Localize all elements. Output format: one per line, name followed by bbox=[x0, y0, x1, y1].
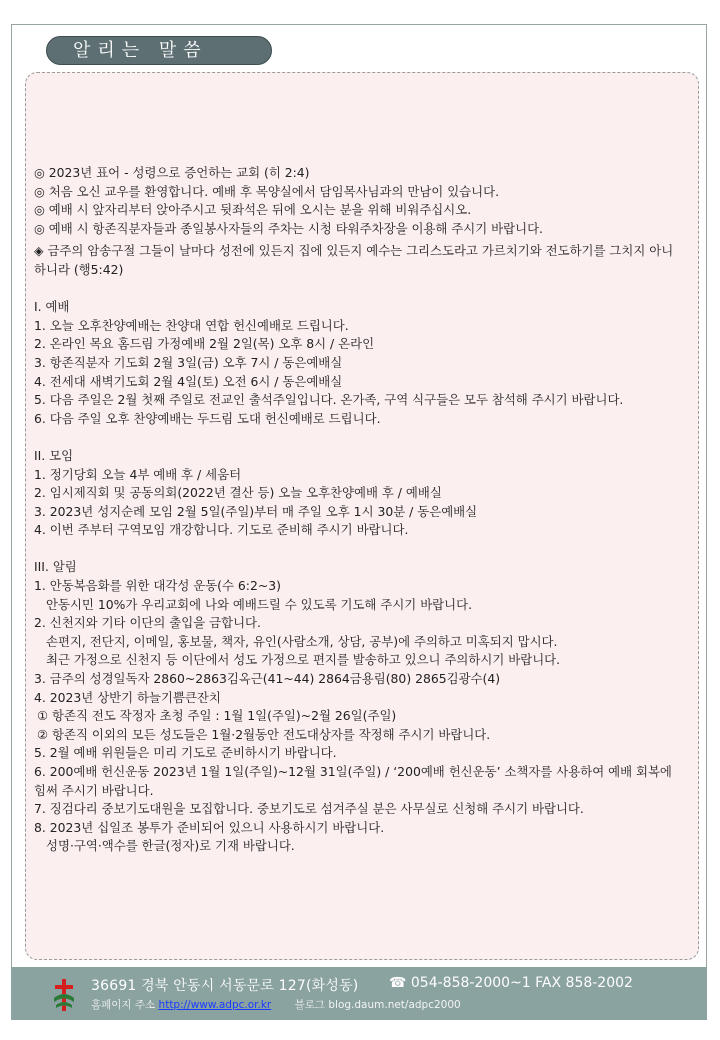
list-item-detail: 최근 가정으로 신천지 등 이단에서 성도 가정으로 편지를 발송하고 있으니 주의하시기 바랍니다. bbox=[46, 652, 561, 668]
list-item: 4. 이번 주부터 구역모임 개강합니다. 기도로 준비해 주시기 바랍니다. bbox=[34, 522, 409, 538]
list-item-detail: 성명·구역·액수를 한글(정자)로 기재 바랍니다. bbox=[46, 838, 295, 854]
section-title-notice: III. 알림 bbox=[34, 559, 77, 575]
section-title-worship: I. 예배 bbox=[34, 299, 70, 315]
list-item: 2. 온라인 목요 홈드림 가정예배 2월 2일(목) 오후 8시 / 온라인 bbox=[34, 336, 375, 352]
list-item: 3. 2023년 성지순례 모임 2월 5일(주일)부터 매 주일 오후 1시 30분 / 동은예배실 bbox=[34, 503, 478, 519]
intro-line: ◎ 예배 시 앞자리부터 앉아주시고 뒷좌석은 뒤에 오시는 분을 위해 비워주십시오. bbox=[34, 202, 472, 218]
page-title: 알리는 말씀 bbox=[46, 36, 272, 65]
blog-address: 블로그 blog.daum.net/adpc2000 bbox=[294, 999, 461, 1011]
list-item: 4. 전세대 새벽기도회 2월 4일(토) 오전 6시 / 동은예배실 bbox=[34, 373, 343, 389]
homepage-label: 홈페이지 주소 bbox=[91, 999, 156, 1011]
footer-phone: ☎ 054-858-2000~1 FAX 858-2002 bbox=[389, 975, 633, 991]
list-item-detail: 안동시민 10%가 우리교회에 나와 예배드릴 수 있도록 기도해 주시기 바랍니다. bbox=[46, 596, 473, 612]
announcement-content bbox=[34, 164, 684, 856]
list-item-detail: ① 항존직 전도 작정자 초청 주일 : 1월 1일(주일)~2월 26일(주일) bbox=[37, 708, 397, 724]
list-item: 4. 2023년 상반기 하늘기쁨큰잔치 bbox=[34, 689, 221, 705]
memory-verse: ◈ 금주의 암송구절 그들이 날마다 성전에 있든지 집에 있든지 예수는 그리스도라고 가르치기와 전도하기를 그치지 아니하니라 (행5:42) bbox=[34, 243, 674, 277]
list-item: 7. 징검다리 중보기도대원을 모집합니다. 중보기도로 섬겨주실 분은 사무실로 신청해 주시기 바랍니다. bbox=[34, 801, 584, 817]
list-item-detail: ② 항존직 이외의 모든 성도들은 1월·2월동안 전도대상자를 작정해 주시기 바랍니다. bbox=[37, 726, 491, 742]
homepage-link[interactable]: http://www.adpc.or.kr bbox=[158, 999, 272, 1011]
list-item: 1. 안동복음화를 위한 대각성 운동(수 6:2~3) bbox=[34, 578, 281, 594]
footer-web bbox=[91, 997, 461, 1012]
list-item-detail: 손편지, 전단지, 이메일, 홍보물, 책자, 유인(사람소개, 상담, 공부)에 주의하고 미혹되지 맙시다. bbox=[46, 633, 558, 649]
list-item: 3. 금주의 성경일독자 2860~2863김옥근(41~44) 2864금용림(80) 2865김광수(4) bbox=[34, 671, 501, 687]
list-item: 1. 정기당회 오늘 4부 예배 후 / 세움터 bbox=[34, 466, 242, 482]
footer bbox=[11, 967, 707, 1020]
list-item: 6. 200예배 헌신운동 2023년 1월 1일(주일)~12월 31일(주일) / ‘200예배 헌신운동’ 소책자를 사용하여 예배 회복에 힘써 주시기 바랍니다. bbox=[34, 764, 672, 798]
footer-address: 36691 경북 안동시 서동문로 127(화성동) bbox=[91, 978, 359, 994]
list-item: 8. 2023년 십일조 봉투가 준비되어 있으니 사용하시기 바랍니다. bbox=[34, 819, 385, 835]
section-title-meeting: II. 모임 bbox=[34, 447, 74, 463]
list-item: 5. 2월 예배 위원들은 미리 기도로 준비하시기 바랍니다. bbox=[34, 745, 337, 761]
list-item: 1. 오늘 오후찬양예배는 찬양대 연합 헌신예배로 드립니다. bbox=[34, 317, 349, 333]
intro-line: ◎ 2023년 표어 - 성령으로 증언하는 교회 (히 2:4) bbox=[34, 165, 310, 180]
list-item: 2. 임시제직회 및 공동의회(2022년 결산 등) 오늘 오후찬양예배 후 / 예배실 bbox=[34, 485, 442, 501]
list-item: 5. 다음 주일은 2월 첫째 주일로 전교인 출석주일입니다. 온가족, 구역 식구들은 모두 참석해 주시기 바랍니다. bbox=[34, 392, 624, 408]
church-cross-logo-icon bbox=[52, 978, 76, 1012]
intro-line: ◎ 처음 오신 교우를 환영합니다. 예배 후 목양실에서 담임목사님과의 만남이 있습니다. bbox=[34, 183, 500, 199]
list-item: 6. 다음 주일 오후 찬양예배는 두드림 도대 헌신예배로 드립니다. bbox=[34, 410, 381, 426]
list-item: 3. 항존직분자 기도회 2월 3일(금) 오후 7시 / 동은예배실 bbox=[34, 354, 343, 370]
intro-line: ◎ 예배 시 항존직분자들과 종일봉사자들의 주차는 시청 타워주차장을 이용해 주시기 바랍니다. bbox=[34, 220, 543, 236]
list-item: 2. 신천지와 기타 이단의 출입을 금합니다. bbox=[34, 615, 261, 631]
